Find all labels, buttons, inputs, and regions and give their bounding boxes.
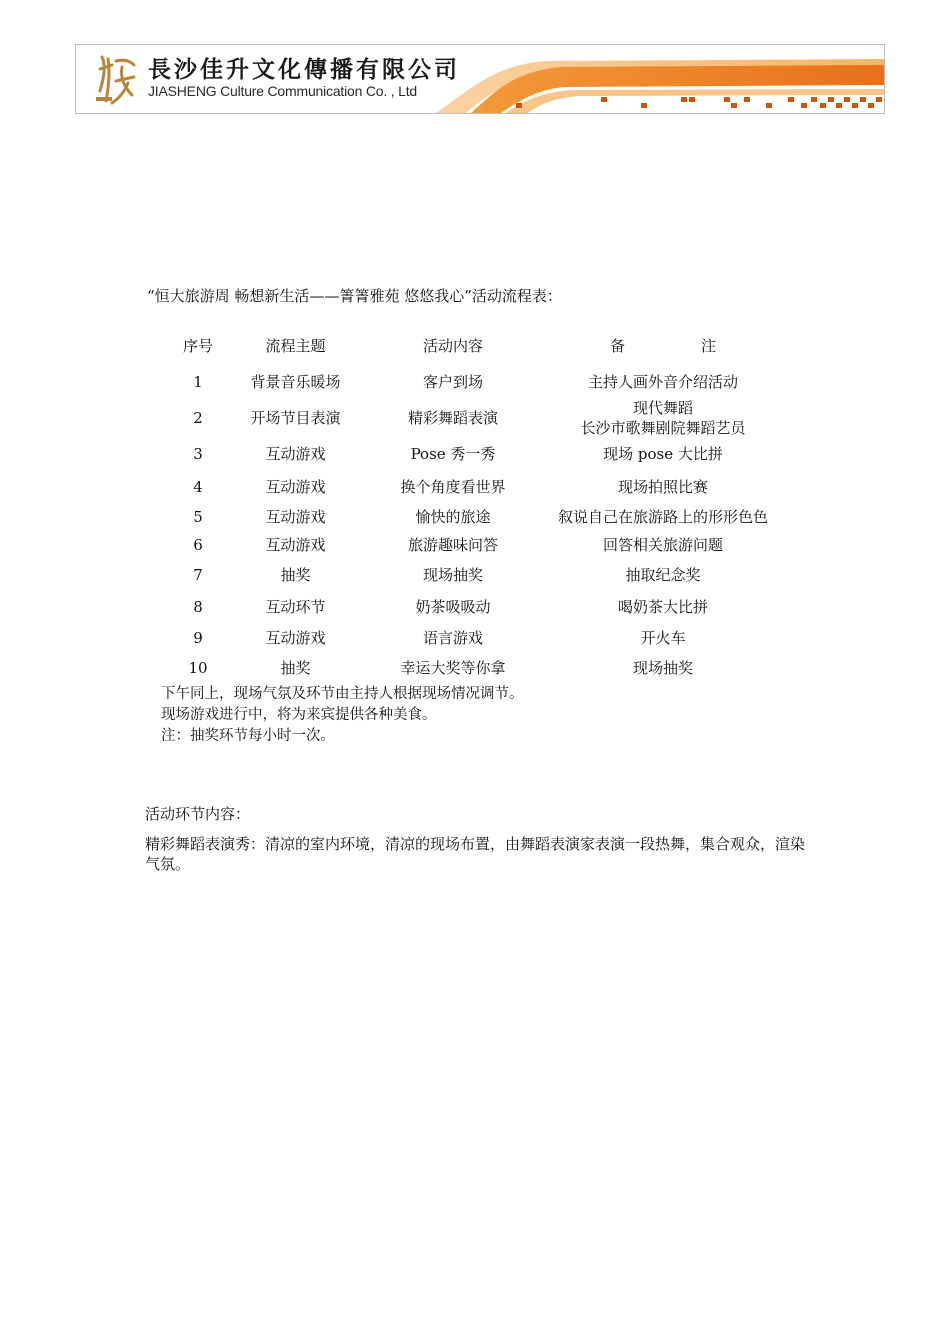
row-note — [548, 398, 778, 438]
row-content: Pose 秀一秀 — [410, 445, 496, 463]
row-index: 1 — [193, 373, 203, 391]
row-index: 5 — [193, 508, 203, 526]
row-content: 旅游趣味问答 — [407, 536, 498, 554]
section-paragraph: 精彩舞蹈表演秀：清凉的室内环境，清凉的现场布置，由舞蹈表演家表演一段热舞，集合观众，渲染气氛。 — [145, 835, 806, 873]
header-index: 序号 — [182, 337, 213, 355]
row-note: 主持人画外音介绍活动 — [587, 373, 738, 391]
row-theme: 互动游戏 — [265, 478, 326, 496]
row-content: 换个角度看世界 — [400, 478, 506, 496]
company-name-chinese: 長沙佳升文化傳播有限公司 — [148, 57, 460, 83]
schedule-title: “恒大旅游周 畅想新生活——箐箐雅苑 悠悠我心”活动流程表： — [147, 287, 562, 305]
row-theme: 互动游戏 — [265, 536, 326, 554]
row-note-line: 长沙市歌舞剧院舞蹈艺员 — [580, 419, 746, 437]
letterhead-banner — [75, 44, 885, 114]
company-name-english: JIASHENG Culture Communication Co. , Ltd — [148, 83, 417, 99]
row-note: 喝奶茶大比拼 — [617, 598, 708, 616]
row-content: 语言游戏 — [422, 629, 483, 647]
schedule-notes — [161, 684, 524, 747]
header-note-b: 注 — [701, 337, 717, 355]
row-theme: 开场节目表演 — [250, 409, 341, 427]
row-content: 愉快的旅途 — [415, 508, 491, 526]
row-theme: 互动游戏 — [265, 508, 326, 526]
row-note: 现场拍照比赛 — [617, 478, 708, 496]
row-theme: 背景音乐暖场 — [250, 373, 341, 391]
row-note: 现场 pose 大比拼 — [603, 445, 723, 463]
row-note-line: 现代舞蹈 — [632, 399, 693, 417]
row-index: 8 — [193, 598, 203, 616]
row-index: 2 — [193, 409, 203, 427]
row-content: 幸运大奖等你拿 — [400, 659, 506, 677]
header-theme: 流程主题 — [265, 337, 326, 355]
row-index: 9 — [193, 629, 203, 647]
note-line: 现场游戏进行中，将为来宾提供各种美食。 — [161, 707, 437, 723]
calligraphy-logo-icon — [94, 51, 140, 107]
row-index: 7 — [193, 566, 203, 584]
row-note: 回答相关旅游问题 — [602, 536, 723, 554]
row-content: 精彩舞蹈表演 — [407, 409, 498, 427]
row-note: 叙说自己在旅游路上的形形色色 — [557, 508, 768, 526]
row-theme: 互动环节 — [265, 598, 326, 616]
header-content: 活动内容 — [422, 337, 483, 355]
row-index: 3 — [193, 445, 203, 463]
row-theme: 抽奖 — [280, 566, 311, 584]
row-index: 6 — [193, 536, 203, 554]
row-content: 现场抽奖 — [422, 566, 483, 584]
note-line: 注：抽奖环节每小时一次。 — [161, 728, 335, 744]
header-note — [548, 336, 778, 356]
row-note: 现场抽奖 — [632, 659, 693, 677]
section-title: 活动环节内容： — [145, 805, 251, 823]
header-note-a: 备 — [609, 337, 625, 355]
row-theme: 互动游戏 — [265, 629, 326, 647]
row-note: 开火车 — [640, 629, 686, 647]
row-content: 客户到场 — [422, 373, 483, 391]
row-note: 抽取纪念奖 — [625, 566, 701, 584]
note-line: 下午同上，现场气氛及环节由主持人根据现场情况调节。 — [161, 686, 524, 702]
row-index: 4 — [193, 478, 203, 496]
row-theme: 抽奖 — [280, 659, 311, 677]
row-index: 10 — [188, 659, 208, 677]
row-content: 奶茶吸吸动 — [415, 598, 491, 616]
row-theme: 互动游戏 — [265, 445, 326, 463]
